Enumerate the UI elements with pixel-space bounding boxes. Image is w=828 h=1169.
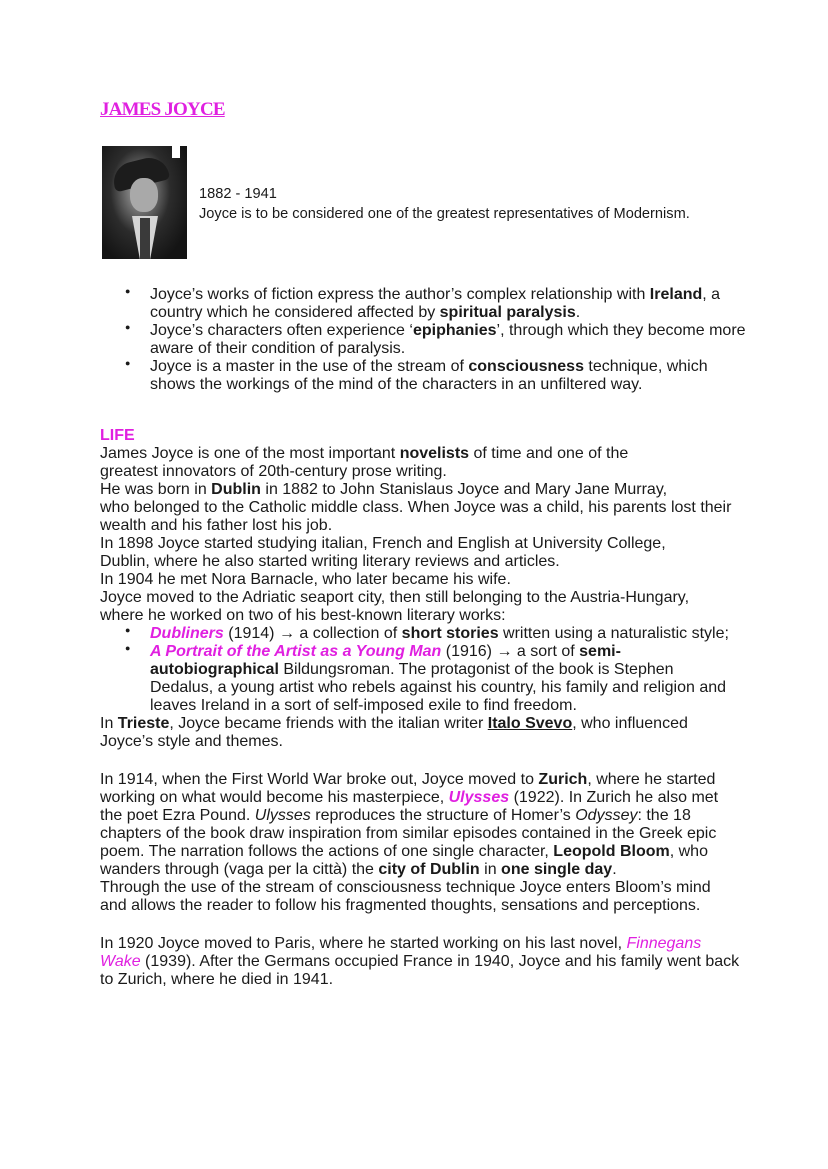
life-dates: 1882 - 1941	[199, 186, 277, 202]
life-paragraph: Joyce moved to the Adriatic seaport city, then still belonging to the Austria-Hungary,	[100, 589, 690, 606]
key-point: ● Joyce’s works of fiction express the author’s complex relationship with Ireland, a country which he considered affected by spiritual paralysis.	[150, 286, 750, 322]
life-paragraph: In Trieste, Joyce became friends with the italian writer Italo Svevo, who influenced Joyce’s style and themes.	[100, 715, 688, 750]
life-paragraph: In 1898 Joyce started studying italian, French and English at University College, Dublin, where he also started writing literary reviews and articles.	[100, 535, 666, 570]
intro-summary: Joyce is to be considered one of the greatest representatives of Modernism.	[199, 206, 690, 223]
work-title: A Portrait of the Artist as a Young Man	[150, 643, 442, 660]
works-list	[100, 625, 740, 715]
italo-svevo-link[interactable]: Italo Svevo	[487, 715, 573, 732]
life-paragraph: He was born in Dublin in 1882 to John Stanislaus Joyce and Mary Jane Murray, who belonged to the Catholic middle class. When Joyce was a child, his parents lost their wealth and his father lost his job.	[100, 481, 732, 534]
work-item: ● A Portrait of the Artist as a Young Man (1916) → a sort of semi-autobiographical Bildungsroman. The protagonist of the book is Stephen Dedalus, a young artist who rebels against his country, his family and religion and leaves Ireland in a sort of self-imposed exile to find freedom.	[150, 643, 740, 715]
life-section	[100, 427, 740, 989]
intro-text	[199, 184, 690, 225]
life-paragraph: In 1914, when the First World War broke out, Joyce moved to Zurich, where he started working on what would become his masterpiece, Ulysses (1922). In Zurich he also met the poet Ezra Pound. Ulysses reproduces the structure of Homer’s Odyssey: the 18 chapters of the book draw inspiration from similar episodes contained in the Greek epic poem. The narration follows the actions of one single character, Leopold Bloom, who wanders through (vaga per la città) the city of Dublin in one single day.	[100, 771, 719, 878]
spacer	[100, 751, 740, 771]
life-paragraph: James Joyce is one of the most important novelists of time and one of the greatest innovators of 20th-century prose writing.	[100, 445, 629, 480]
life-paragraph: Through the use of the stream of consciousness technique Joyce enters Bloom’s mind	[100, 879, 711, 896]
key-point: ● Joyce is a master in the use of the stream of consciousness technique, which shows the workings of the mind of the characters in an unfiltered way.	[150, 358, 750, 394]
life-paragraph: In 1920 Joyce moved to Paris, where he started working on his last novel, Finnegans Wake (1939). After the Germans occupied France in 1940, Joyce and his family went back to Zurich, where he died in 1941.	[100, 935, 740, 988]
section-heading-life: LIFE	[100, 427, 135, 444]
spacer	[100, 915, 740, 935]
life-paragraph: and allows the reader to follow his fragmented thoughts, sensations and perceptions.	[100, 897, 701, 914]
intro-block	[102, 146, 742, 260]
life-paragraph: In 1904 he met Nora Barnacle, who later became his wife.	[100, 571, 511, 588]
work-title: Dubliners	[150, 625, 224, 642]
author-photo	[102, 146, 187, 259]
photo-face-shape	[130, 178, 158, 212]
page-title: JAMES JOYCE	[100, 99, 225, 120]
photo-notch	[172, 146, 180, 158]
ulysses-title: Ulysses	[448, 789, 510, 806]
key-point: ● Joyce’s characters often experience ‘epiphanies’, through which they become more aware of their condition of paralysis.	[150, 322, 750, 358]
key-points-list	[100, 286, 750, 394]
finnegans-wake-title: Finnegans Wake	[100, 935, 702, 970]
photo-tie-shape	[140, 218, 150, 259]
life-paragraph: where he worked on two of his best-known literary works:	[100, 607, 506, 624]
work-item: ● Dubliners (1914) → a collection of short stories written using a naturalistic style;	[150, 625, 740, 643]
